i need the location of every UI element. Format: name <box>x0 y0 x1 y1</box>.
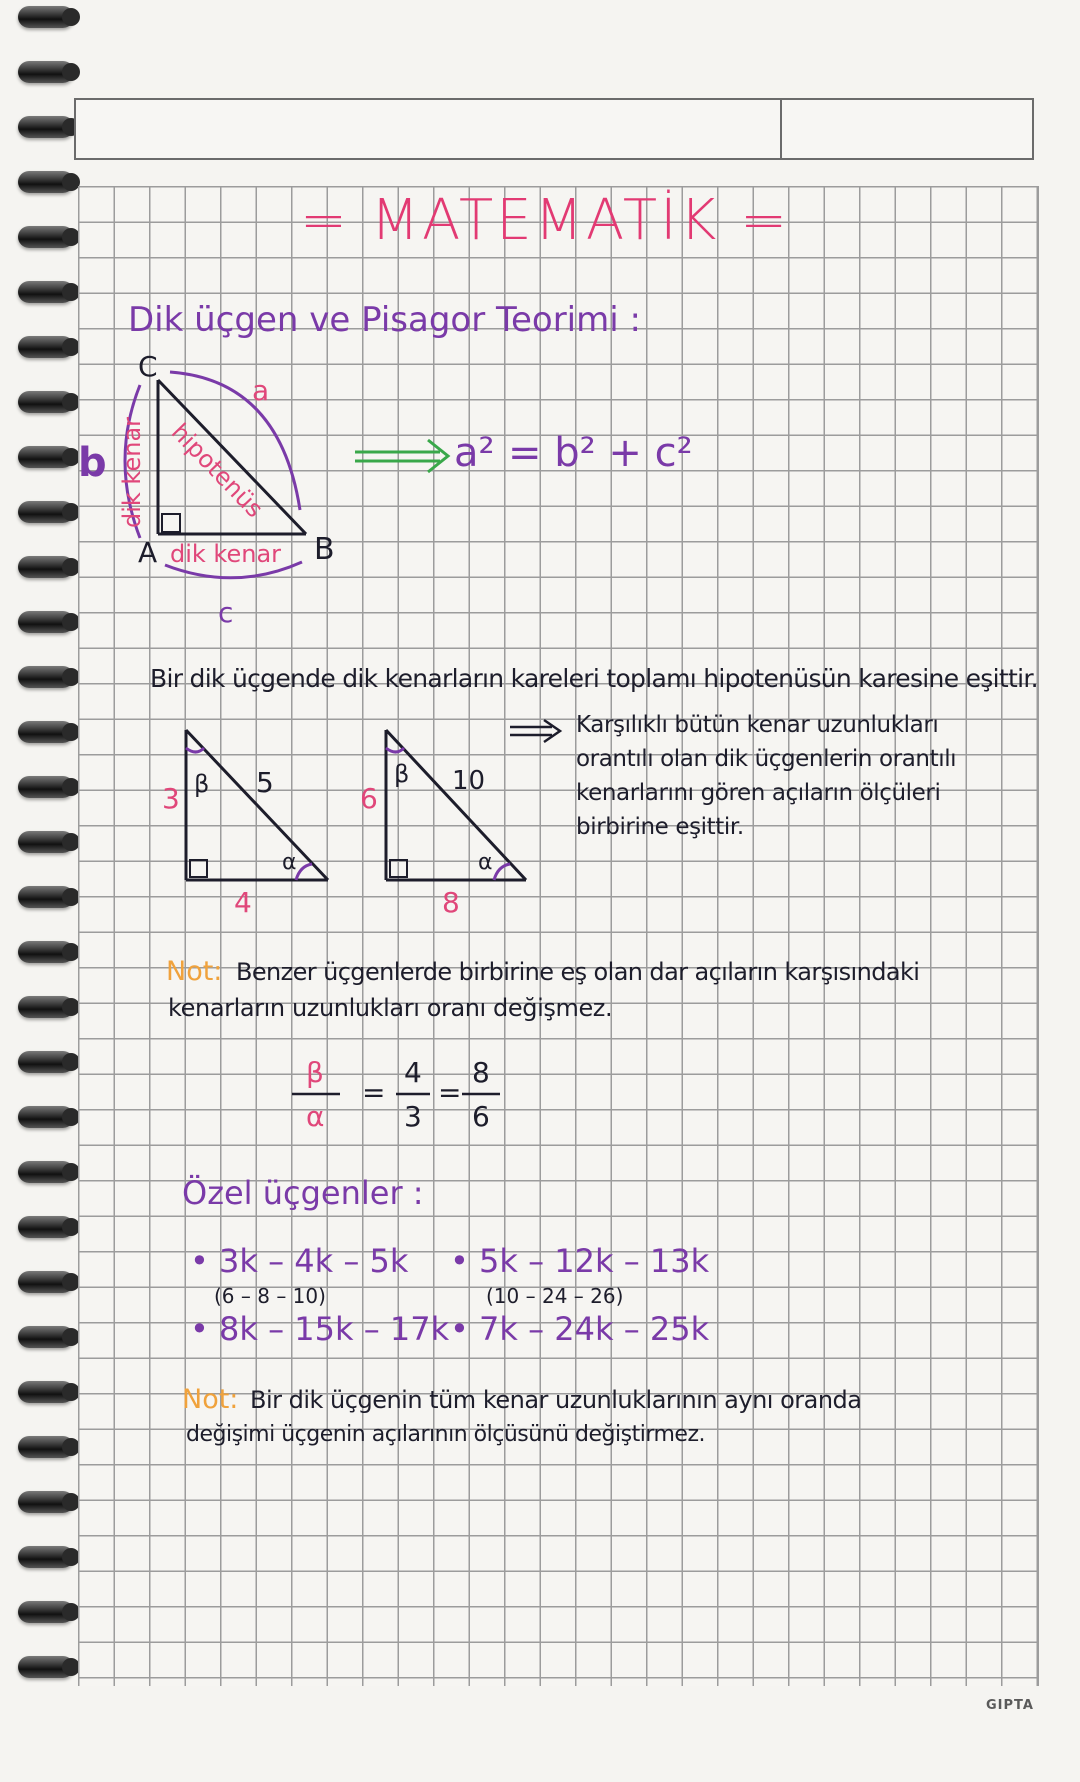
t3-side-hyp: 10 <box>452 766 486 796</box>
similarity-line-3: kenarlarını gören açıların ölçüleri <box>576 780 941 806</box>
page-title: = MATEMATİK = <box>300 188 791 253</box>
ratio-eq-1: = <box>362 1076 386 1109</box>
vertex-c: C <box>138 350 158 383</box>
pythagoras-statement: Bir dik üçgende dik kenarların kareleri toplamı hipotenüsün karesine eşittir. <box>150 664 1038 693</box>
leg-c-label: c <box>218 596 234 629</box>
t2-angle-top: β <box>194 770 210 798</box>
horizontal-leg-label: dik kenar <box>170 540 282 568</box>
t2-angle-right: α <box>282 850 297 875</box>
special-triangle-4: • 7k – 24k – 25k <box>450 1310 710 1348</box>
special-triangle-1: • 3k – 4k – 5k <box>190 1242 409 1280</box>
implies-arrow-2 <box>510 720 560 742</box>
t2-side-hyp: 5 <box>256 766 274 799</box>
hypotenuse-letter: a <box>252 374 270 407</box>
formula-rhs: = b² + c² <box>508 430 693 476</box>
vertex-b: B <box>314 532 335 567</box>
ratio-f1-num: β <box>306 1056 324 1089</box>
special-triangle-3: • 8k – 15k – 17k <box>190 1310 450 1348</box>
not1-line-1: Benzer üçgenlerde birbirine eş olan dar açıların karşısındaki <box>236 958 920 986</box>
leg-b-label: b <box>78 440 107 486</box>
not2-line-1: Bir dik üçgenin tüm kenar uzunluklarının aynı oranda <box>250 1386 862 1414</box>
vertex-a: A <box>138 536 158 569</box>
t3-angle-right: α <box>478 850 493 875</box>
heading-pythagoras: Dik üçgen ve Pisagor Teorimi : <box>128 300 641 340</box>
t3-side-left: 6 <box>360 782 378 815</box>
t2-side-bottom: 4 <box>234 886 252 919</box>
similarity-line-2: orantılı olan dik üçgenlerin orantılı <box>576 746 957 772</box>
ratio-f3-den: 6 <box>472 1100 490 1133</box>
ratio-f2-num: 4 <box>404 1056 422 1089</box>
right-triangle-main <box>158 380 306 534</box>
similarity-line-4: birbirine eşittir. <box>576 814 744 840</box>
ratio-eq-2: = <box>438 1076 462 1109</box>
special-triangle-1-example: (6 – 8 – 10) <box>214 1284 326 1308</box>
formula-lhs: a² <box>454 430 495 476</box>
right-triangle-6-8-10 <box>386 730 526 880</box>
ratio-f2-den: 3 <box>404 1100 422 1133</box>
vertical-leg-label: dik kenar <box>118 416 146 528</box>
ratio-f1-den: α <box>306 1100 325 1133</box>
t3-angle-top: β <box>394 760 410 788</box>
similarity-line-1: Karşılıklı bütün kenar uzunlukları <box>576 712 939 738</box>
notebook-brand-logo: GIPTA <box>986 1698 1034 1713</box>
t3-side-bottom: 8 <box>442 886 460 919</box>
hypotenuse-label: hipotenüs <box>165 418 269 523</box>
right-triangle-3-4-5 <box>186 730 328 880</box>
not1-label: Not: <box>166 956 223 987</box>
ratio-f3-num: 8 <box>472 1056 490 1089</box>
special-triangle-2: • 5k – 12k – 13k <box>450 1242 710 1280</box>
heading-special-triangles: Özel üçgenler : <box>182 1174 424 1212</box>
not1-line-2: kenarların uzunlukları oranı değişmez. <box>168 994 613 1022</box>
not2-label: Not: <box>182 1384 239 1415</box>
special-triangle-2-example: (10 – 24 – 26) <box>486 1284 624 1308</box>
t2-side-left: 3 <box>162 782 180 815</box>
implies-arrow <box>355 440 448 472</box>
not2-line-2: değişimi üçgenin açılarının ölçüsünü değiştirmez. <box>186 1422 705 1447</box>
